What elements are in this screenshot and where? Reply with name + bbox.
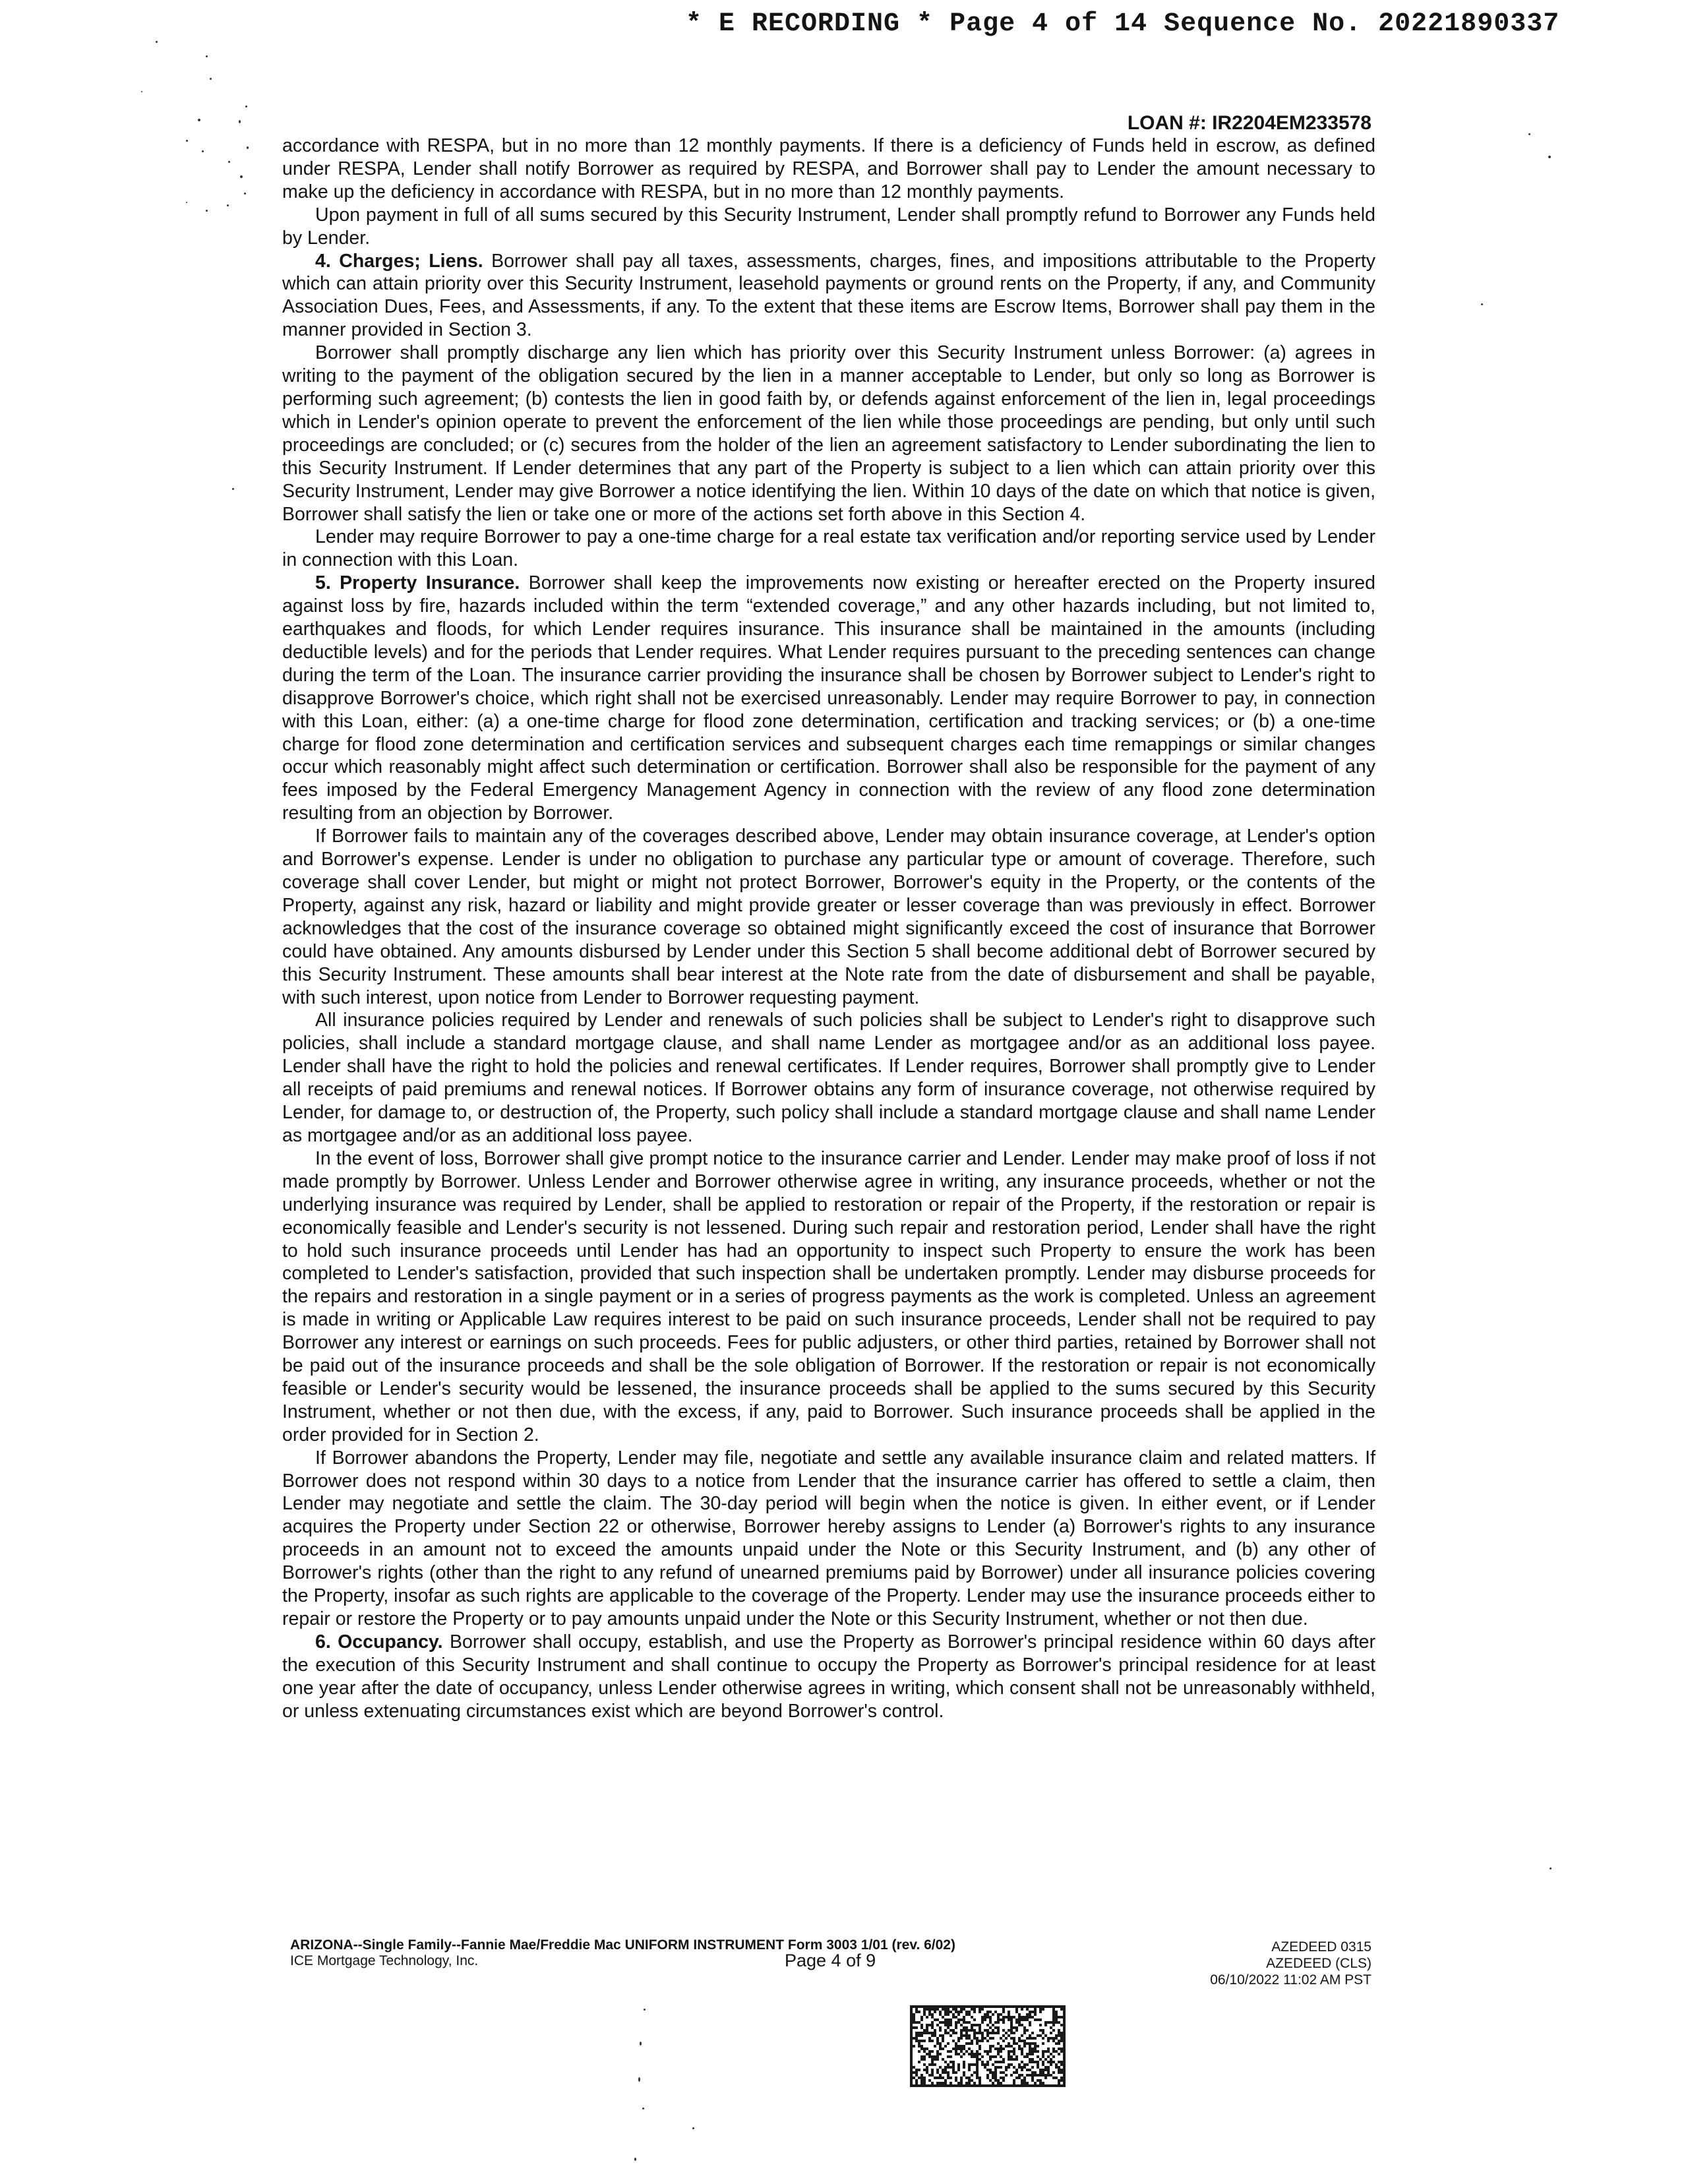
- section-4-paragraph: 4. Charges; Liens. Borrower shall pay all taxes, assessments, charges, fines, and impositions attributable to the Property which can attain priority over this Security Instrument, leasehold payments or ground rents on the Property, if any, and Community Association Dues, Fees, and Assessments, if any. To the extent that these items are Escrow Items, Borrower shall pay them in the manner provided in Section 3.: [282, 250, 1375, 341]
- paragraph: Borrower shall promptly discharge any lien which has priority over this Security Instrument unless Borrower: (a) agrees in writing to the payment of the obligation secured by the lien in a manner acceptable to Lender, but only so long as Borrower is performing such agreement; (b) contests the lien in good faith by, or defends against enforcement of the lien in, legal proceedings which in Lender's opinion operate to prevent the enforcement of the lien while those proceedings are pending, but only until such proceedings are concluded; or (c) secures from the holder of the lien an agreement satisfactory to Lender subordinating the lien to this Security Instrument. If Lender determines that any part of the Property is subject to a lien which can attain priority over this Security Instrument, Lender may give Borrower a notice identifying the lien. Within 10 days of the date on which that notice is given, Borrower shall satisfy the lien or take one or more of the actions set forth above in this Section 4.: [282, 342, 1375, 525]
- form-title: ARIZONA--Single Family--Fannie Mae/Freddie Mac UNIFORM INSTRUMENT Form 3003 1/01 (rev. 6/02): [290, 1937, 955, 1953]
- section-heading: 6. Occupancy.: [315, 1631, 443, 1653]
- company-name: ICE Mortgage Technology, Inc.: [290, 1953, 479, 1968]
- paragraph: If Borrower fails to maintain any of the coverages described above, Lender may obtain insurance coverage, at Lender's option and Borrower's expense. Lender is under no obligation to purchase any particular type or amount of coverage. Therefore, such coverage shall cover Lender, but might or might not protect Borrower, Borrower's equity in the Property, or the contents of the Property, against any risk, hazard or liability and might provide greater or lesser coverage than was previously in effect. Borrower acknowledges that the cost of the insurance coverage so obtained might significantly exceed the cost of insurance that Borrower could have obtained. Any amounts disbursed by Lender under this Section 5 shall become additional debt of Borrower secured by this Security Instrument. These amounts shall bear interest at the Note rate from the date of disbursement and shall be payable, with such interest, upon notice from Lender to Borrower requesting payment.: [282, 826, 1375, 1008]
- document-body: [282, 135, 1375, 1723]
- paragraph: accordance with RESPA, but in no more than 12 monthly payments. If there is a deficiency of Funds held in escrow, as defined under RESPA, Lender shall notify Borrower as required by RESPA, and Borrower shall pay to Lender the amount necessary to make up the deficiency in accordance with RESPA, but in no more than 12 monthly payments.: [282, 135, 1375, 202]
- section-heading: 4. Charges; Liens.: [315, 250, 483, 272]
- section-6-paragraph: 6. Occupancy. Borrower shall occupy, establish, and use the Property as Borrower's principal residence within 60 days after the execution of this Security Instrument and shall continue to occupy the Property as Borrower's principal residence for at least one year after the date of occupancy, unless Lender otherwise agrees in writing, which consent shall not be unreasonably withheld, or unless extenuating circumstances exist which are beyond Borrower's control.: [282, 1631, 1376, 1722]
- form-code: AZEDEED 0315: [1271, 1939, 1372, 1955]
- timestamp: 06/10/2022 11:02 AM PST: [1210, 1972, 1372, 1987]
- section-heading: 5. Property Insurance.: [315, 572, 520, 594]
- form-code: AZEDEED (CLS): [1266, 1956, 1372, 1971]
- form-codes: [1095, 1939, 1372, 1988]
- paragraph: In the event of loss, Borrower shall give prompt notice to the insurance carrier and Lender. Lender may make proof of loss if not made promptly by Borrower. Unless Lender and Borrower otherwise agree in writing, any insurance proceeds, whether or not the underlying insurance was required by Lender, shall be applied to restoration or repair of the Property, if the restoration or repair is economically feasible and Lender's security is not lessened. During such repair and restoration period, Lender shall have the right to hold such insurance proceeds until Lender has had an opportunity to inspect such Property to ensure the work has been completed to Lender's satisfaction, provided that such inspection shall be undertaken promptly. Lender may disburse proceeds for the repairs and restoration in a single payment or in a series of progress payments as the work is completed. Unless an agreement is made in writing or Applicable Law requires interest to be paid on such insurance proceeds, Lender shall not be required to pay Borrower any interest or earnings on such proceeds. Fees for public adjusters, or other third parties, retained by Borrower shall not be paid out of the insurance proceeds and shall be the sole obligation of Borrower. If the restoration or repair is not economically feasible or Lender's security would be lessened, the insurance proceeds shall be applied to the sums secured by this Security Instrument, whether or not then due, with the excess, if any, paid to Borrower. Such insurance proceeds shall be applied in the order provided for in Section 2.: [282, 1147, 1375, 1445]
- paragraph: If Borrower abandons the Property, Lender may file, negotiate and settle any available insurance claim and related matters. If Borrower does not respond within 30 days to a notice from Lender that the insurance carrier has offered to settle a claim, then Lender may negotiate and settle the claim. The 30-day period will begin when the notice is given. In either event, or if Lender acquires the Property under Section 22 or otherwise, Borrower hereby assigns to Lender (a) Borrower's rights to any insurance proceeds in an amount not to exceed the amounts unpaid under the Note or this Security Instrument, and (b) any other of Borrower's rights (other than the right to any refund of unearned premiums paid by Borrower) under all insurance policies covering the Property, insofar as such rights are applicable to the coverage of the Property. Lender may use the insurance proceeds either to repair or restore the Property or to pay amounts unpaid under the Note or this Security Instrument, whether or not then due.: [282, 1447, 1375, 1629]
- section-5-paragraph: 5. Property Insurance. Borrower shall keep the improvements now existing or hereafter erected on the Property insured against loss by fire, hazards included within the term “extended coverage,” and any other hazards including, but not limited to, earthquakes and floods, for which Lender requires insurance. This insurance shall be maintained in the amounts (including deductible levels) and for the periods that Lender requires. What Lender requires pursuant to the preceding sentences can change during the term of the Loan. The insurance carrier providing the insurance shall be chosen by Borrower subject to Lender's right to disapprove Borrower's choice, which right shall not be exercised unreasonably. Lender may require Borrower to pay, in connection with this Loan, either: (a) a one-time charge for flood zone determination, certification and tracking services; or (b) a one-time charge for flood zone determination and certification services and subsequent charges each time remappings or similar changes occur which reasonably might affect such determination or certification. Borrower shall also be responsible for the payment of any fees imposed by the Federal Emergency Management Agency in connection with the review of any flood zone determination resulting from an objection by Borrower.: [282, 572, 1375, 824]
- page-number: Page 4 of 9: [785, 1951, 876, 1970]
- 2d-barcode: [910, 2005, 1066, 2088]
- paragraph: All insurance policies required by Lender and renewals of such policies shall be subject to Lender's right to disapprove such policies, shall include a standard mortgage clause, and shall name Lender as mortgagee and/or as an additional loss payee. Lender shall have the right to hold the policies and renewal certificates. If Lender requires, Borrower shall promptly give to Lender all receipts of paid premiums and renewal notices. If Borrower obtains any form of insurance coverage, not otherwise required by Lender, for damage to, or destruction of, the Property, such policy shall include a standard mortgage clause and shall name Lender as mortgagee and/or as an additional loss payee.: [282, 1010, 1375, 1146]
- loan-number: LOAN #: IR2204EM233578: [1127, 112, 1372, 134]
- recording-header: * E RECORDING * Page 4 of 14 Sequence No. 20221890337: [686, 9, 1560, 39]
- paragraph: Lender may require Borrower to pay a one-time charge for a real estate tax verification and/or reporting service used by Lender in connection with this Loan.: [282, 526, 1375, 571]
- paragraph: Upon payment in full of all sums secured by this Security Instrument, Lender shall promptly refund to Borrower any Funds held by Lender.: [282, 204, 1375, 249]
